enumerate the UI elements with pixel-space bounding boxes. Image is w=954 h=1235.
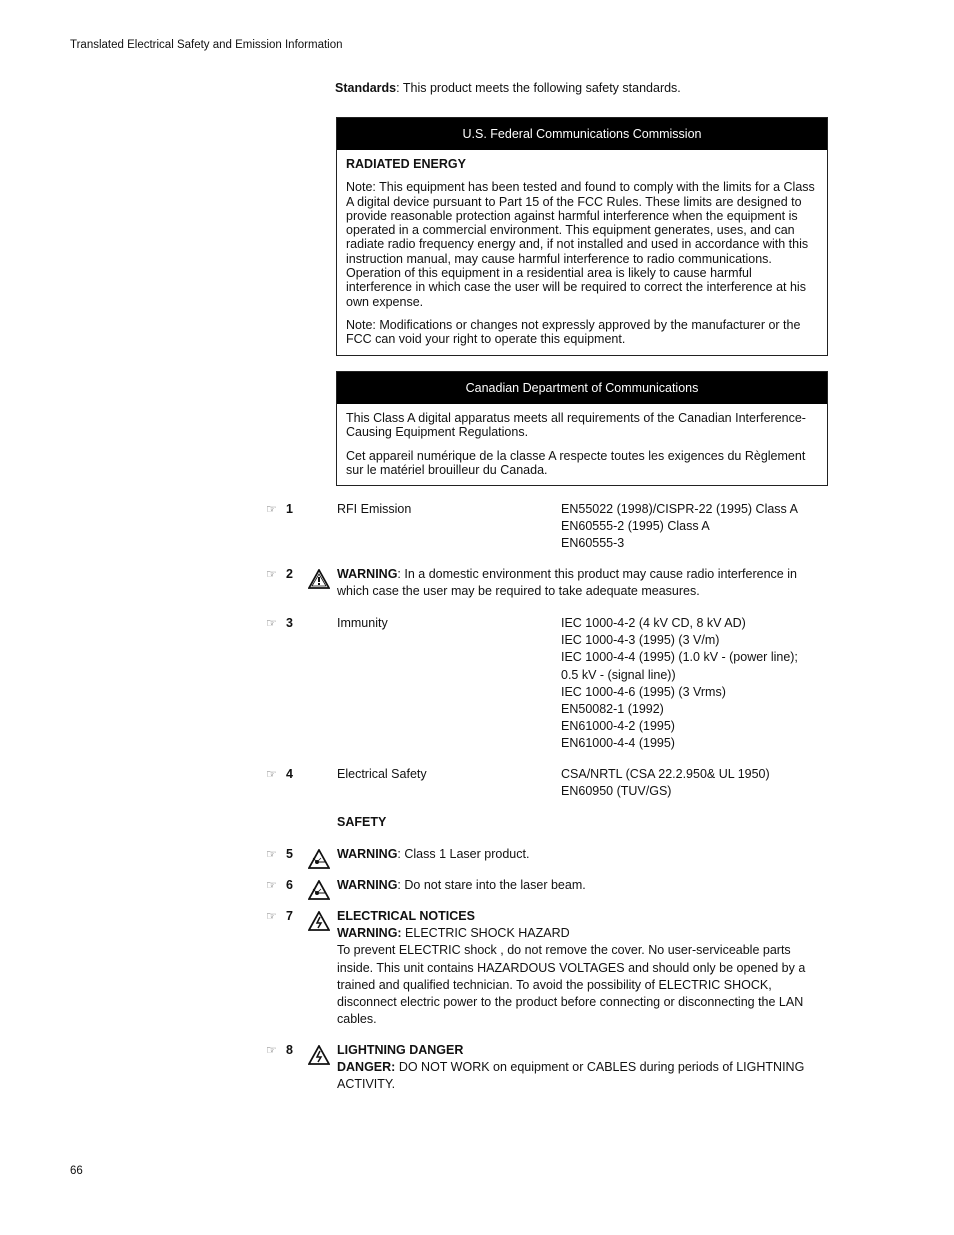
warning-label: WARNING [337,567,398,581]
intro-text: : This product meets the following safety standards. [396,81,681,95]
item-number: 5 [286,847,293,861]
page-number: 66 [70,1165,83,1177]
danger-label: DANGER: [337,1060,396,1075]
pointing-hand-icon: ☞ [266,909,277,923]
notice-subtitle: ELECTRIC SHOCK HAZARD [401,926,570,941]
cdc-paragraph: Cet appareil numérique de la classe A respecte toutes les exigences du Règlement sur le matériel brouilleur du Canada. [346,448,806,477]
standard-value: 0.5 kV - (signal line)) [561,667,676,682]
item-number: 2 [286,567,293,581]
fcc-paragraph: Note: This equipment has been tested and found to comply with the limits for a Class A digital device pursuant to Part 15 of the FCC Rules. These limits are designed to provide reasonable protection against harmful interference when the equipment is operated in a commercial environment. This equipment generates, uses, and can radiate radio frequency energy and, if not installed and used in accordance with this instruction manual, may cause harmful interference to radio communications. Operation of this equipment in a residential area is likely to cause harmful interference in which case the user will be required to correct the interference at his own expense. [346,180,815,309]
pointing-hand-icon: ☞ [266,767,277,781]
warning-label: WARNING [337,847,398,861]
notice-body: To prevent ELECTRIC shock , do not remove the cover. No user-serviceable parts inside. This unit contains HAZARDOUS VOLTAGES and should only be opened by a trained and qualified technician. To avoid the possibility of ELECTRIC SHOCK, disconnect electric power to the product before connecting or disconnecting the LAN cables. [337,943,806,1027]
danger-line [337,1059,826,1093]
item-number: 4 [286,767,293,781]
electric-shock-icon [308,911,330,931]
notice-line [337,925,826,942]
notice-heading: ELECTRICAL NOTICES [337,909,475,923]
pointing-hand-icon: ☞ [266,567,277,581]
running-header: Translated Electrical Safety and Emission Information [70,39,343,51]
standard-value: IEC 1000-4-2 (4 kV CD, 8 kV AD) [561,616,746,630]
standard-value: EN60555-3 [561,536,625,551]
pointing-hand-icon: ☞ [266,616,277,630]
danger-body: DO NOT WORK on equipment or CABLES during periods of LIGHTNING ACTIVITY. [337,1060,805,1092]
electric-shock-icon [308,1045,330,1065]
fcc-box [336,117,828,356]
safety-heading: SAFETY [337,815,387,829]
warning-body: : Do not stare into the laser beam. [397,878,586,892]
item-number: 8 [286,1043,293,1057]
item-label: Electrical Safety [337,767,427,781]
danger-heading: LIGHTNING DANGER [337,1043,464,1057]
item-label: Immunity [337,616,388,630]
item-number: 6 [286,878,293,892]
standard-value: IEC 1000-4-4 (1995) (1.0 kV - (power line); [561,650,798,665]
standard-value: EN60555-2 (1995) Class A [561,519,710,534]
item-label: RFI Emission [337,502,412,516]
fcc-subheading: RADIATED ENERGY [346,157,466,171]
standard-value: EN55022 (1998)/CISPR-22 (1995) Class A [561,502,798,516]
standard-value: CSA/NRTL (CSA 22.2.950& UL 1950) [561,767,770,781]
item-number: 7 [286,909,293,923]
standard-value: IEC 1000-4-3 (1995) (3 V/m) [561,633,720,648]
standards-intro [335,81,681,95]
pointing-hand-icon: ☞ [266,1043,277,1057]
warning-triangle-icon [308,569,330,589]
laser-warning-icon [308,849,330,869]
warning-label: WARNING [337,878,398,892]
pointing-hand-icon: ☞ [266,847,277,861]
item-number: 1 [286,502,293,516]
warning-body: : Class 1 Laser product. [397,847,530,861]
warning-text [337,566,826,600]
standard-value: EN61000-4-4 (1995) [561,736,675,751]
standard-value: IEC 1000-4-6 (1995) (3 Vrms) [561,684,726,699]
cdc-box [336,371,828,486]
standard-value: EN60950 (TUV/GS) [561,784,672,799]
standard-value: EN50082-1 (1992) [561,702,664,717]
fcc-box-title: U.S. Federal Communications Commission [337,118,827,150]
cdc-paragraph: This Class A digital apparatus meets all requirements of the Canadian Interference-Causing Equipment Regulations. [346,411,806,440]
cdc-box-title: Canadian Department of Communications [337,372,827,404]
warning-label: WARNING: [337,926,402,941]
laser-warning-icon [308,880,330,900]
item-number: 3 [286,616,293,630]
warning-body: : In a domestic environment this product may cause radio interference in which case the user may be required to take adequate measures. [337,567,797,599]
pointing-hand-icon: ☞ [266,502,277,516]
standard-value: EN61000-4-2 (1995) [561,719,675,734]
pointing-hand-icon: ☞ [266,878,277,892]
fcc-paragraph: Note: Modifications or changes not expressly approved by the manufacturer or the FCC can void your right to operate this equipment. [346,317,801,347]
intro-bold: Standards [335,81,397,95]
